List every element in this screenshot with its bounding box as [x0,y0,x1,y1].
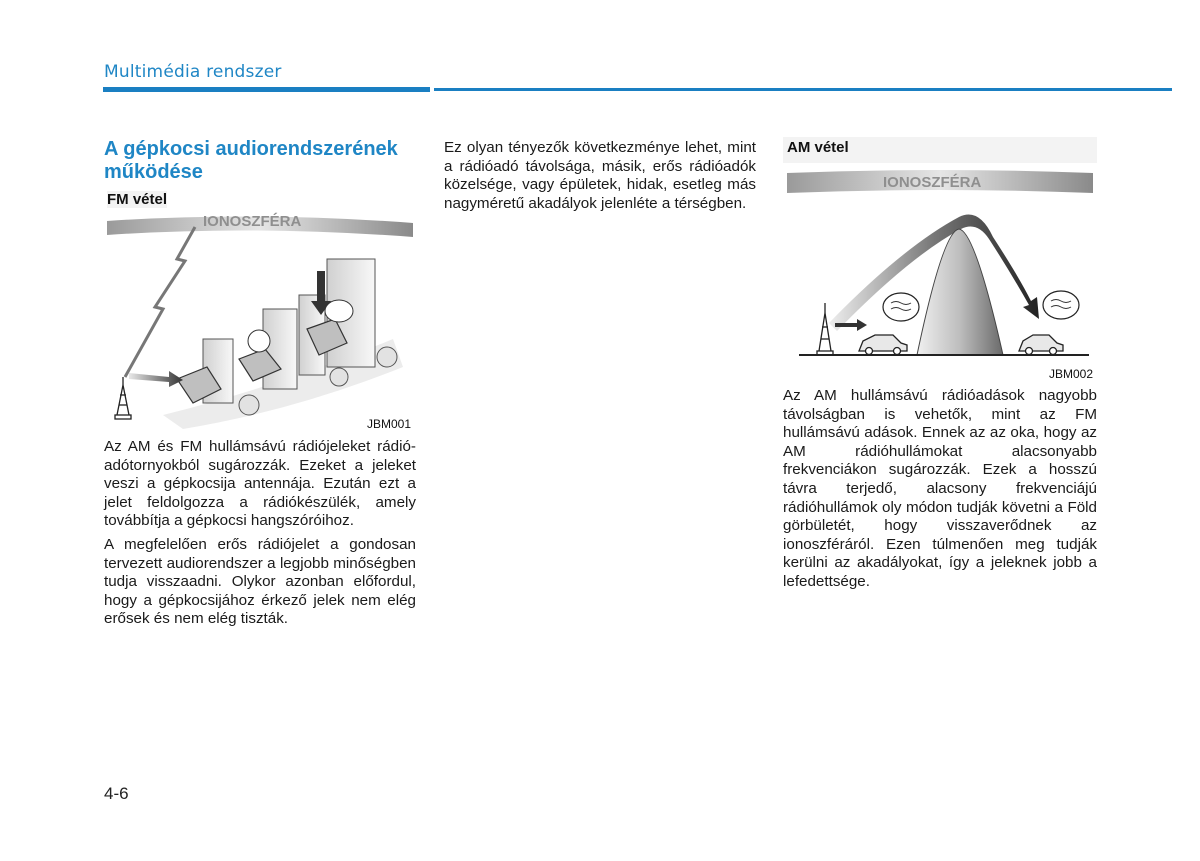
column-1-text [104,438,416,634]
figure-am-reception [783,137,1097,383]
header-rule-thin [434,88,1172,91]
am-figure-code: JBM002 [1048,367,1093,381]
figure-fm-reception [103,189,415,433]
paragraph: Az AM és FM hullámsávú rádiójeleket rádió-adótornyokból sugározzák. Ezeket a jeleket veszi a gépkocsija antennája. Ezután ezt a jelet feldolgozza a rádiókészülék, amely továbbítja a gépkocsi hangszóróihoz. [104,438,416,530]
paragraph: A megfelelően erős rádiójelet a gondosan tervezett audiorendszer a legjobb minőségben tudja visszaadni. Olykor azonban előfordul, hogy a gépkocsijához érkező jelek nem elég erősek és nem elég tiszták. [104,535,416,628]
running-header: Multimédia rendszer [104,62,282,82]
column-2-text [444,139,756,218]
am-figure-title: AM vétel [787,139,849,156]
fm-figure-title: FM vétel [107,191,168,208]
am-ionosphere-label: IONOSZFÉRA [883,174,982,191]
fm-figure-code: JBM001 [366,417,411,431]
paragraph: Az AM hullámsávú rádióadások nagyobb távolságban is vehetők, mint az FM hullámsávú adások. Ennek az az oka, hogy az AM rádióhullámokat alacsonyabb frekvenciákon sugározzák. Ezek a hosszú távra terjedő, alacsony frekvenciájú rádióhullámok oly módon tudják követni a Föld görbületét, hogy visszaverődnek az ionoszféráról. Ezen túlmenően meg tudják kerülni az akadályokat, így a jeleknek jobb a lefedettsége. [783,387,1097,590]
section-title: A gépkocsi audiorendszerének működése [104,138,398,183]
column-3-text [783,387,1097,597]
paragraph: Ez olyan tényezők következménye lehet, mint a rádióadó távolsága, másik, erős rádióadók közelsége, vagy épületek, hidak, esetleg más nagyméretű akadályok jelenléte a térségben. [444,139,756,212]
header-rule-thick [103,87,430,92]
page-number: 4-6 [104,784,129,803]
fm-ionosphere-label: IONOSZFÉRA [203,213,302,230]
